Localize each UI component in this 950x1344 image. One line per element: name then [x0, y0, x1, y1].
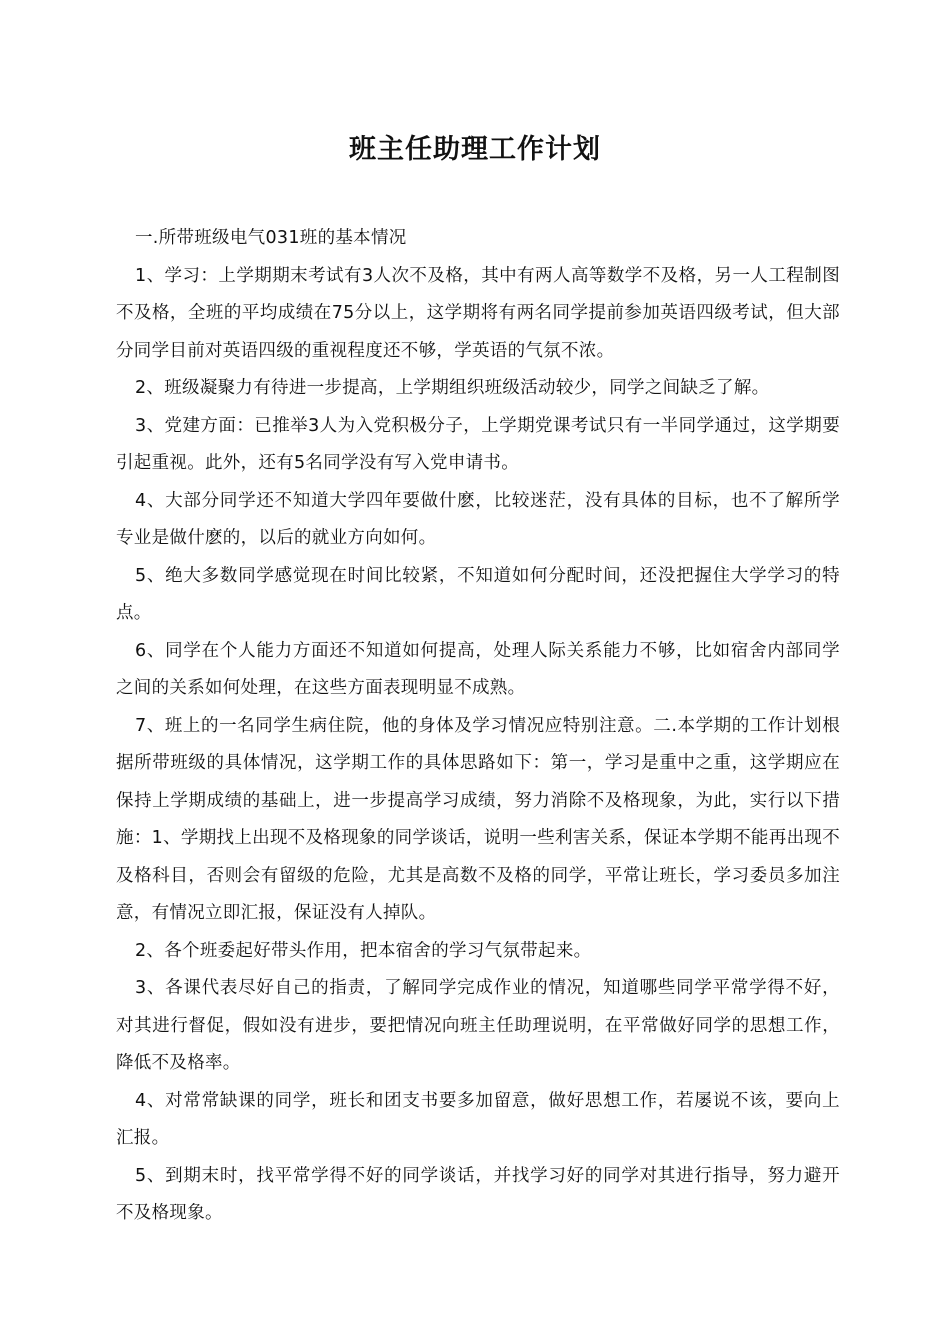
paragraph: 3、各课代表尽好自己的指责，了解同学完成作业的情况，知道哪些同学平常学得不好，对其进行督促，假如没有进步，要把情况向班主任助理说明，在平常做好同学的思想工作，降低不及格率。 [116, 978, 840, 1073]
document-title: 班主任助理工作计划 [349, 134, 601, 165]
paragraph: 1、学习：上学期期末考试有3人次不及格，其中有两人高等数学不及格，另一人工程制图不及格，全班的平均成绩在75分以上，这学期将有两名同学提前参加英语四级考试，但大部分同学目前对英语四级的重视程度还不够，学英语的气氛不浓。 [116, 265, 840, 361]
paragraph: 2、班级凝聚力有待进一步提高，上学期组织班级活动较少，同学之间缺乏了解。 [135, 378, 770, 398]
paragraph: 7、班上的一名同学生病住院，他的身体及学习情况应特别注意。二.本学期的工作计划根据所带班级的具体情况，这学期工作的具体思路如下：第一，学习是重中之重，这学期应在保持上学期成绩的基础上，进一步提高学习成绩，努力消除不及格现象，为此，实行以下措施：1、学期找上出现不及格现象的同学谈话，说明一些利害关系，保证本学期不能再出现不及格科目，否则会有留级的危险，尤其是高数不及格的同学，平常让班长，学习委员多加注意，有情况立即汇报，保证没有人掉队。 [116, 715, 840, 923]
paragraph: 4、大部分同学还不知道大学四年要做什麽，比较迷茫，没有具体的目标，也不了解所学专业是做什麽的，以后的就业方向如何。 [116, 490, 840, 548]
paragraph: 5、到期末时，找平常学得不好的同学谈话，并找学习好的同学对其进行指导，努力避开不及格现象。 [116, 1165, 840, 1223]
paragraph: 5、绝大多数同学感觉现在时间比较紧，不知道如何分配时间，还没把握住大学学习的特点。 [116, 565, 840, 623]
paragraph: 2、各个班委起好带头作用，把本宿舍的学习气氛带起来。 [135, 940, 592, 961]
document-body [116, 220, 840, 1233]
paragraph: 3、党建方面：已推举3人为入党积极分子，上学期党课考试只有一半同学通过，这学期要引起重视。此外，还有5名同学没有写入党申请书。 [116, 415, 840, 473]
paragraph: 4、对常常缺课的同学，班长和团支书要多加留意，做好思想工作，若屡说不该，要向上汇报。 [116, 1090, 840, 1148]
paragraph: 6、同学在个人能力方面还不知道如何提高，处理人际关系能力不够，比如宿舍内部同学之间的关系如何处理，在这些方面表现明显不成熟。 [116, 640, 840, 698]
section-heading: 一.所带班级电气031班的基本情况 [135, 228, 407, 248]
